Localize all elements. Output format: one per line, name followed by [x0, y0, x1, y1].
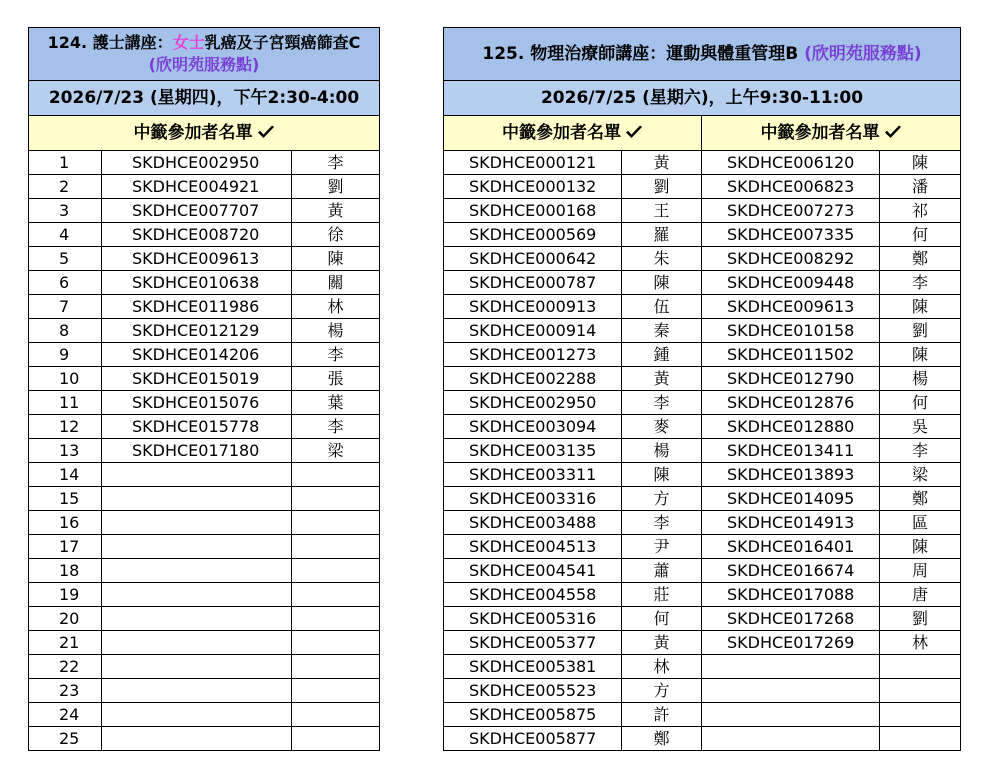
participant-surname	[292, 559, 380, 583]
participant-surname: 陳	[622, 463, 702, 487]
participant-surname: 鍾	[622, 343, 702, 367]
table-row	[444, 319, 961, 343]
participant-code	[102, 487, 292, 511]
participant-surname: 伍	[622, 295, 702, 319]
table-row	[29, 199, 380, 223]
participant-code: SKDHCE008720	[102, 223, 292, 247]
participant-surname: 黃	[622, 151, 702, 175]
participant-surname: 楊	[622, 439, 702, 463]
participant-code: SKDHCE000132	[444, 175, 622, 199]
participant-surname: 何	[622, 607, 702, 631]
session-124-title-suffix: 乳癌及子宮頸癌篩查C	[204, 33, 361, 52]
participant-surname: 王	[622, 199, 702, 223]
table-row	[29, 463, 380, 487]
participant-code: SKDHCE001273	[444, 343, 622, 367]
participant-code: SKDHCE016674	[702, 559, 880, 583]
participant-surname: 秦	[622, 319, 702, 343]
row-number: 21	[29, 631, 102, 655]
table-row	[444, 559, 961, 583]
table-row	[444, 607, 961, 631]
participant-surname	[292, 679, 380, 703]
participant-code: SKDHCE004558	[444, 583, 622, 607]
participant-code: SKDHCE012790	[702, 367, 880, 391]
row-number: 1	[29, 151, 102, 175]
participant-code: SKDHCE000168	[444, 199, 622, 223]
participant-code: SKDHCE005381	[444, 655, 622, 679]
participant-surname: 楊	[292, 319, 380, 343]
participant-code: SKDHCE005316	[444, 607, 622, 631]
table-row	[444, 535, 961, 559]
participant-surname: 祁	[880, 199, 961, 223]
row-number: 6	[29, 271, 102, 295]
participant-code: SKDHCE017269	[702, 631, 880, 655]
row-number: 13	[29, 439, 102, 463]
table-row	[29, 439, 380, 463]
participant-surname: 許	[622, 703, 702, 727]
row-number: 20	[29, 607, 102, 631]
participant-surname: 李	[880, 271, 961, 295]
table-row	[444, 439, 961, 463]
participant-code: SKDHCE007273	[702, 199, 880, 223]
participant-code: SKDHCE003311	[444, 463, 622, 487]
participant-surname: 羅	[622, 223, 702, 247]
participant-surname: 區	[880, 511, 961, 535]
participant-surname: 黃	[622, 631, 702, 655]
row-number: 3	[29, 199, 102, 223]
participant-surname: 方	[622, 487, 702, 511]
participant-code: SKDHCE002950	[444, 391, 622, 415]
session-124-location: (欣明苑服務點)	[148, 55, 260, 74]
participant-code	[102, 535, 292, 559]
participant-surname: 唐	[880, 583, 961, 607]
participant-surname: 莊	[622, 583, 702, 607]
participant-code: SKDHCE005523	[444, 679, 622, 703]
participant-surname: 陳	[880, 343, 961, 367]
participant-surname: 方	[622, 679, 702, 703]
participant-code: SKDHCE012129	[102, 319, 292, 343]
participant-code: SKDHCE012876	[702, 391, 880, 415]
row-number: 24	[29, 703, 102, 727]
participant-surname: 尹	[622, 535, 702, 559]
row-number: 19	[29, 583, 102, 607]
participant-code: SKDHCE000787	[444, 271, 622, 295]
participant-code: SKDHCE013411	[702, 439, 880, 463]
participant-code	[102, 511, 292, 535]
participant-code: SKDHCE004541	[444, 559, 622, 583]
participant-surname	[880, 655, 961, 679]
participant-code	[102, 631, 292, 655]
table-row	[444, 463, 961, 487]
check-icon	[625, 125, 643, 139]
participant-code: SKDHCE017268	[702, 607, 880, 631]
participant-code: SKDHCE009448	[702, 271, 880, 295]
participant-surname	[292, 727, 380, 751]
participant-surname: 李	[292, 343, 380, 367]
participant-surname: 梁	[292, 439, 380, 463]
table-row	[444, 391, 961, 415]
session-125-title-text: 125. 物理治療師講座：運動與體重管理B	[482, 43, 805, 64]
row-number: 10	[29, 367, 102, 391]
participant-surname: 陳	[292, 247, 380, 271]
participant-surname: 黃	[622, 367, 702, 391]
participant-code: SKDHCE008292	[702, 247, 880, 271]
session-124-winners-header	[29, 116, 380, 151]
table-row	[444, 703, 961, 727]
table-row	[444, 655, 961, 679]
participant-code: SKDHCE011986	[102, 295, 292, 319]
participant-surname: 楊	[880, 367, 961, 391]
participant-code: SKDHCE003094	[444, 415, 622, 439]
participant-surname: 麥	[622, 415, 702, 439]
participant-surname: 鄭	[880, 247, 961, 271]
table-row	[29, 559, 380, 583]
participant-surname	[292, 535, 380, 559]
participant-code: SKDHCE005875	[444, 703, 622, 727]
participant-code	[102, 703, 292, 727]
row-number: 15	[29, 487, 102, 511]
table-row	[29, 679, 380, 703]
table-row	[29, 607, 380, 631]
participant-code: SKDHCE017088	[702, 583, 880, 607]
table-row	[29, 631, 380, 655]
table-row	[444, 511, 961, 535]
participant-code: SKDHCE016401	[702, 535, 880, 559]
table-row	[29, 487, 380, 511]
participant-surname	[292, 583, 380, 607]
session-124-date: 2026/7/23 (星期四)，下午2:30-4:00	[29, 81, 380, 116]
participant-code	[102, 727, 292, 751]
session-124-title-prefix: 124. 護士講座：	[47, 33, 173, 52]
row-number: 14	[29, 463, 102, 487]
participant-code: SKDHCE012880	[702, 415, 880, 439]
participant-code: SKDHCE004921	[102, 175, 292, 199]
participant-surname: 李	[622, 391, 702, 415]
participant-surname: 李	[292, 151, 380, 175]
table-row	[444, 631, 961, 655]
participant-surname: 劉	[880, 607, 961, 631]
participant-surname	[292, 631, 380, 655]
session-125-date: 2026/7/25 (星期六)，上午9:30-11:00	[444, 81, 961, 116]
participant-code: SKDHCE017180	[102, 439, 292, 463]
row-number: 5	[29, 247, 102, 271]
participant-surname: 林	[880, 631, 961, 655]
participant-code: SKDHCE004513	[444, 535, 622, 559]
session-125-winners-header-right	[702, 116, 961, 151]
participant-code	[102, 607, 292, 631]
participant-surname: 關	[292, 271, 380, 295]
participant-surname: 張	[292, 367, 380, 391]
participant-surname: 李	[622, 511, 702, 535]
participant-code: SKDHCE000642	[444, 247, 622, 271]
winners-label: 中籤參加者名單	[133, 122, 253, 143]
row-number: 9	[29, 343, 102, 367]
check-icon	[257, 125, 275, 139]
participant-surname: 林	[292, 295, 380, 319]
session-124-table	[28, 27, 380, 751]
participant-surname: 何	[880, 223, 961, 247]
participant-surname: 徐	[292, 223, 380, 247]
session-124-title	[29, 28, 380, 81]
participant-surname	[880, 727, 961, 751]
participant-code	[102, 583, 292, 607]
participant-code	[102, 463, 292, 487]
participant-surname: 潘	[880, 175, 961, 199]
session-125-location: (欣明苑服務點)	[804, 43, 922, 64]
table-row	[444, 727, 961, 751]
winners-label: 中籤參加者名單	[760, 122, 880, 143]
participant-code: SKDHCE007707	[102, 199, 292, 223]
participant-code: SKDHCE000569	[444, 223, 622, 247]
table-row	[29, 415, 380, 439]
participant-code	[102, 679, 292, 703]
table-row	[29, 319, 380, 343]
participant-surname: 梁	[880, 463, 961, 487]
participant-code: SKDHCE014095	[702, 487, 880, 511]
session-125-title	[444, 28, 961, 81]
participant-surname: 蕭	[622, 559, 702, 583]
table-row	[444, 415, 961, 439]
table-row	[29, 703, 380, 727]
participant-surname: 李	[292, 415, 380, 439]
participant-surname: 鄭	[622, 727, 702, 751]
participant-surname: 陳	[622, 271, 702, 295]
participant-code: SKDHCE013893	[702, 463, 880, 487]
participant-surname	[292, 463, 380, 487]
row-number: 25	[29, 727, 102, 751]
table-row	[444, 223, 961, 247]
participant-code: SKDHCE006823	[702, 175, 880, 199]
row-number: 11	[29, 391, 102, 415]
table-row	[29, 583, 380, 607]
participant-surname: 周	[880, 559, 961, 583]
participant-code	[102, 559, 292, 583]
participant-surname: 黃	[292, 199, 380, 223]
participant-code: SKDHCE000913	[444, 295, 622, 319]
participant-surname: 吳	[880, 415, 961, 439]
participant-surname: 陳	[880, 295, 961, 319]
table-row	[29, 295, 380, 319]
table-row	[29, 367, 380, 391]
participant-surname	[292, 703, 380, 727]
participant-code: SKDHCE009613	[102, 247, 292, 271]
participant-surname: 劉	[292, 175, 380, 199]
table-row	[29, 391, 380, 415]
participant-code: SKDHCE014206	[102, 343, 292, 367]
participant-code	[702, 703, 880, 727]
table-row	[29, 223, 380, 247]
row-number: 16	[29, 511, 102, 535]
table-row	[29, 247, 380, 271]
participant-code: SKDHCE009613	[702, 295, 880, 319]
participant-code: SKDHCE003316	[444, 487, 622, 511]
participant-code: SKDHCE015076	[102, 391, 292, 415]
table-row	[444, 487, 961, 511]
participant-surname	[880, 703, 961, 727]
table-row	[444, 271, 961, 295]
participant-code	[702, 679, 880, 703]
participant-code: SKDHCE002288	[444, 367, 622, 391]
table-row	[29, 343, 380, 367]
participant-surname	[292, 607, 380, 631]
table-row	[444, 175, 961, 199]
participant-code: SKDHCE000914	[444, 319, 622, 343]
participant-code: SKDHCE007335	[702, 223, 880, 247]
row-number: 7	[29, 295, 102, 319]
row-number: 22	[29, 655, 102, 679]
participant-surname: 葉	[292, 391, 380, 415]
table-row	[444, 199, 961, 223]
participant-code: SKDHCE006120	[702, 151, 880, 175]
row-number: 2	[29, 175, 102, 199]
participant-code	[702, 727, 880, 751]
participant-code: SKDHCE010638	[102, 271, 292, 295]
participant-code: SKDHCE011502	[702, 343, 880, 367]
participant-code: SKDHCE003488	[444, 511, 622, 535]
row-number: 18	[29, 559, 102, 583]
participant-surname: 鄭	[880, 487, 961, 511]
table-row	[444, 679, 961, 703]
participant-surname: 陳	[880, 535, 961, 559]
participant-surname: 朱	[622, 247, 702, 271]
row-number: 12	[29, 415, 102, 439]
table-row	[29, 151, 380, 175]
session-125-table	[443, 27, 961, 751]
participant-surname	[292, 655, 380, 679]
table-row	[444, 343, 961, 367]
check-icon	[884, 125, 902, 139]
participant-surname: 李	[880, 439, 961, 463]
participant-code	[702, 655, 880, 679]
participant-code: SKDHCE003135	[444, 439, 622, 463]
participant-surname	[880, 679, 961, 703]
table-row	[444, 247, 961, 271]
participant-code: SKDHCE014913	[702, 511, 880, 535]
session-124-title-highlight: 女士	[172, 33, 205, 52]
participant-surname	[292, 487, 380, 511]
session-125-winners-header-left	[444, 116, 702, 151]
table-row	[29, 655, 380, 679]
table-row	[29, 511, 380, 535]
winners-label: 中籤參加者名單	[502, 122, 621, 143]
table-row	[444, 295, 961, 319]
participant-code: SKDHCE010158	[702, 319, 880, 343]
row-number: 17	[29, 535, 102, 559]
participant-surname: 何	[880, 391, 961, 415]
participant-surname: 劉	[622, 175, 702, 199]
participant-code: SKDHCE005877	[444, 727, 622, 751]
participant-surname: 劉	[880, 319, 961, 343]
participant-code: SKDHCE000121	[444, 151, 622, 175]
participant-surname	[292, 511, 380, 535]
table-row	[29, 175, 380, 199]
table-row	[29, 271, 380, 295]
table-row	[29, 727, 380, 751]
table-row	[444, 151, 961, 175]
row-number: 23	[29, 679, 102, 703]
participant-code: SKDHCE015778	[102, 415, 292, 439]
row-number: 8	[29, 319, 102, 343]
row-number: 4	[29, 223, 102, 247]
participant-code	[102, 655, 292, 679]
table-row	[29, 535, 380, 559]
participant-surname: 陳	[880, 151, 961, 175]
participant-code: SKDHCE002950	[102, 151, 292, 175]
participant-surname: 林	[622, 655, 702, 679]
table-row	[444, 583, 961, 607]
participant-code: SKDHCE005377	[444, 631, 622, 655]
participant-code: SKDHCE015019	[102, 367, 292, 391]
table-row	[444, 367, 961, 391]
